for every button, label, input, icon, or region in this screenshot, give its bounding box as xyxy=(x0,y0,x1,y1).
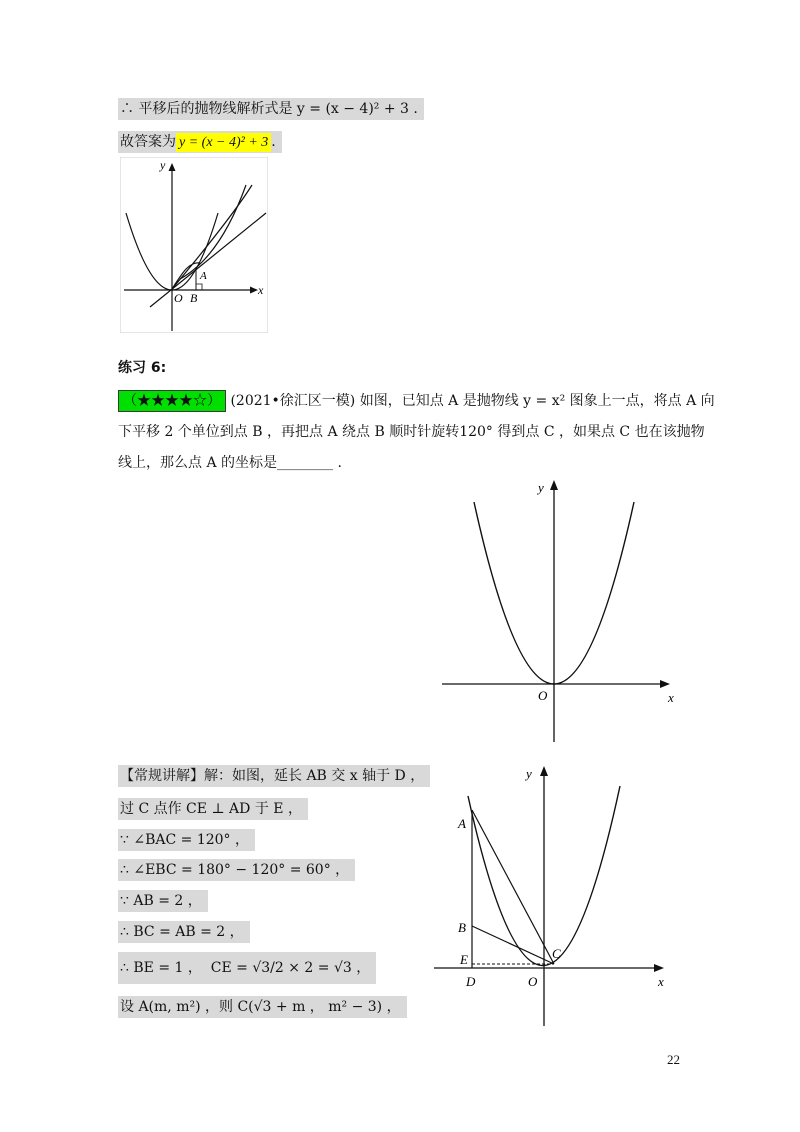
x-axis-arrow xyxy=(660,680,670,688)
label-x: x xyxy=(258,283,264,297)
exercise-heading: 练习 6: xyxy=(118,360,167,376)
exercise-text-1: (2021•徐汇区一模) 如图，已知点 A 是抛物线 y = x² 图象上一点，将点 A 向 xyxy=(230,393,715,409)
solution-text-6: ∴ BC = AB = 2 ， xyxy=(118,921,250,943)
segment-bc xyxy=(472,926,554,964)
solution-line-2 xyxy=(118,798,308,820)
x-axis-arrow xyxy=(654,964,664,972)
solution-text-5: ∵ AB = 2 ， xyxy=(118,890,208,912)
label-d: D xyxy=(466,974,476,989)
solution-text-7a: ∴ BE = 1 ， xyxy=(120,960,202,976)
figure-parabola-y-x2 xyxy=(438,476,688,744)
page-number: 22 xyxy=(667,1052,680,1067)
solution-line-4 xyxy=(118,859,355,881)
label-o: O xyxy=(528,974,538,989)
label-b: B xyxy=(190,291,198,305)
figure-translated-parabola xyxy=(120,157,268,333)
answer-highlight: y = (x − 4)² + 3 xyxy=(176,133,271,152)
solution-line-6 xyxy=(118,921,250,943)
solution-text-3: ∵ ∠BAC = 120° ， xyxy=(118,829,255,851)
figure-solution-diagram xyxy=(430,760,670,1030)
answer-text xyxy=(118,131,282,153)
label-b: B xyxy=(458,920,466,935)
solution-text-8: 设 A(m, m²) ，则 C(√3 + m ， m² − 3) ， xyxy=(118,996,407,1018)
solution-text-1: 【常规讲解】解：如图，延长 AB 交 x 轴于 D ， xyxy=(118,765,430,787)
solution-line-3 xyxy=(118,829,255,851)
solution-line-5 xyxy=(118,890,208,912)
label-y: y xyxy=(526,766,532,781)
label-y: y xyxy=(538,480,544,495)
label-a: A xyxy=(200,270,207,282)
label-x: x xyxy=(668,690,674,705)
answer-prefix: 故答案为 xyxy=(120,134,176,150)
y-axis-arrow xyxy=(550,480,558,490)
solution-text-2: 过 C 点作 CE ⊥ AD 于 E ， xyxy=(118,798,308,820)
segment-ac xyxy=(472,810,554,964)
answer-suffix: . xyxy=(271,134,276,150)
solution-text-7 xyxy=(118,952,376,984)
label-y: y xyxy=(160,158,166,172)
solution-line-7 xyxy=(118,957,376,979)
solution-text-4: ∴ ∠EBC = 180° − 120° = 60° ， xyxy=(118,859,355,881)
label-o: O xyxy=(174,291,183,305)
solution-line-8 xyxy=(118,996,407,1018)
exercise-line-3: 线上，那么点 A 的坐标是________ . xyxy=(118,455,342,471)
label-e: E xyxy=(460,952,468,967)
solution-text-7b: CE = √3/2 × 2 = √3 ， xyxy=(210,960,371,976)
solution-conclusion-line xyxy=(118,98,424,120)
answer-line xyxy=(118,131,282,154)
exercise-line-1 xyxy=(118,390,715,412)
label-o: O xyxy=(538,688,548,703)
solution-line-1 xyxy=(118,765,430,787)
y-axis-arrow xyxy=(540,766,548,776)
label-x: x xyxy=(658,974,664,989)
label-c: C xyxy=(552,946,561,961)
exercise-line-2: 下平移 2 个单位到点 B ，再把点 A 绕点 B 顺时针旋转120° 得到点 C ，如果点 C 也在该抛物 xyxy=(118,424,705,440)
difficulty-badge: （★★★★☆） xyxy=(118,390,226,412)
conclusion-text: ∴ 平移后的抛物线解析式是 y = (x − 4)² + 3 . xyxy=(118,98,424,120)
label-a: A xyxy=(458,816,466,831)
